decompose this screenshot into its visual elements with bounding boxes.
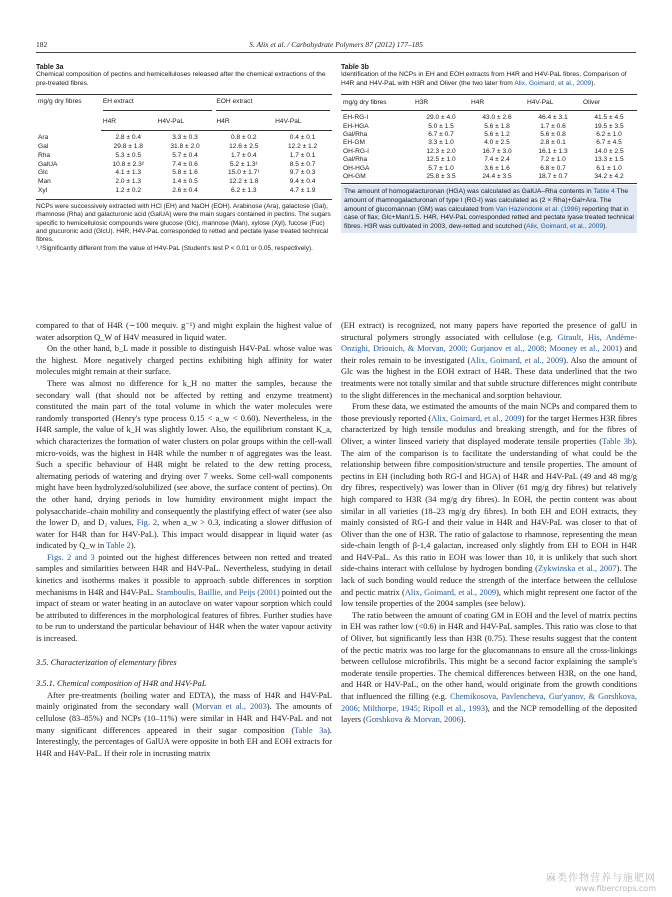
table-cell: 2.0 ± 1.3 [115, 178, 142, 186]
paragraph: The ratio between the amount of coating GM in EOH and the level of matrix pectins in EH was rather low (<0.6) in H4R and H4V-PaL samples. This ratio was close to that of Oliver, but significantly less than H3R (0.75). These results suggest that the content of the pectic matrix was too large for the glucomannans to ensure all the cross-linkings between cellulose microfibrils. This might be a second factor explaining the sample's moderate tensile properties. The chemical differences between H3R, on the one hand, and H4R or H4V-PaL, on the other hand, would originate from the growth conditions that influenced the filling (e.g. Chemikosova, Pavlencheva, Gur'yanov, & Gorshkova, 2006; Milthorpe, 1945; Ripoll et al., 1993), and the NCP remodelling of the deposited layers (Gorshkova & Morvan, 2006). [341, 610, 637, 725]
table-cell: 2.8 ± 0.1 [540, 139, 566, 147]
table-row [341, 156, 637, 164]
sugar-label: Ara [38, 133, 49, 141]
table-cell: 24.4 ± 3.5 [482, 173, 512, 181]
table-cell: 16.7 ± 3.0 [482, 147, 512, 155]
table-row [36, 161, 332, 170]
paragraph: There was almost no difference for k_H no matter the samples, because the secondary wall (that should not be affected by retting and enzyme treatment) constituted the main part of the total volume in which the water molecules were randomly transported (Henry's type process 0.15 < a_w < 0.60). Nevertheless, in the H4R sample, the value of k_H was slightly lower. Also, the equilibrium constant K_a, which characterizes the formation of water clusters on polar groups within the cell-wall micro-voids, was the highest in H4R while the number n of aggregates was the least. Such a specific behaviour of H4R might be related to the dew retting process, alternating periods of watering and drying over 7 weeks. Some cell-wall components might have been hydrolyzed/solubilized (see above, the surface content of pectins). On the other hand, drying periods in low humidity environment might impact the polysaccharide–chain mobility and consequently the plastifying effect of water (see also the lower D₁ and D₂ values, Fig. 2, when a_w > 0.3, indicating a slower diffusion of water for H4R than for H4V-PaL). This impact would disappear in liquid water (as indicated by Q_w in Table 2). [36, 378, 332, 551]
table-cell: 2.6 ± 0.4 [172, 186, 198, 194]
table-cell: 5.6 ± 1.2 [484, 131, 510, 138]
table-cell: 5.6 ± 0.8 [540, 131, 566, 138]
table-cell: 6.7 ± 4.5 [596, 139, 622, 147]
table-cell: 15.0 ± 1.7¹ [228, 169, 260, 177]
citation-link[interactable]: Alix, Goimard, et al., 2009 [514, 79, 592, 87]
watermark-title: 麻类作物营养与施肥网 [546, 873, 656, 884]
table-cell: 1.7 ± 0.4 [230, 151, 257, 159]
table-3a-caption: Chemical composition of pectins and hemicelluloses released after the chemical extractions of the pre-treated fibres. [36, 71, 326, 87]
column-header: H3R [413, 95, 469, 111]
table-cell: 1.2 ± 0.2 [115, 186, 142, 194]
citation-link[interactable]: Van Hazendonk et al. (1996) [495, 205, 581, 213]
table-3b-caption: Identification of the NCPs in EH and EOH extracts from H4R and H4V-PaL fibres. Comparison of H4R and H4V-PaL with H3R and Oliver (the two later from Alix, Goimard, et al., 2009). [341, 71, 627, 87]
citation-link[interactable]: Alix, Goimard, et al., 2009 [526, 222, 604, 230]
left-body-text [36, 320, 332, 759]
paragraph: On the other hand, b_L made it possible to distinguish H4V-PaL whose value was the highest. More negatively charged pectins exhibiting high affinity for water molecules might remain at their surface. [36, 344, 332, 377]
table-cell: 5.2 ± 1.3¹ [229, 160, 258, 168]
table-cell: 2.8 ± 0.4 [115, 134, 142, 142]
column-header: H4V-PaL [156, 111, 215, 131]
table-cell: 0.8 ± 0.2 [230, 134, 257, 142]
paragraph: Figs. 2 and 3 pointed out the highest differences between non retted and treated samples and similarities between H4R and H4V-PaL. Nevertheless, studying in detail kinetics and isotherms makes it possible to approach subtle differences in sorption mechanisms in H4R and H4V-PaL. Stamboulis, Baillie, and Peijs (2001) pointed out the impact of steam or water heating in an autoclave on water vapour sorption which could be attributed to differences in the morphological features of fibres. Further studies have to be run to understand the particular behaviour of H4R when the water vapour activity is increased. [36, 552, 333, 644]
table-cell: 5.7 ± 1.0 [428, 164, 454, 172]
column-header: Oliver [581, 95, 637, 111]
table-cell: 13.3 ± 1.5 [594, 156, 624, 164]
paragraph: From these data, we estimated the amounts of the main NCPs and compared them to those previously reported (Alix, Goimard, et al., 2009) for the target Hermes H3R fibres characterized by high tensile modulus and breaking strength, and for the fibres of Oliver, a winter linseed variety that displayed moderate tensile properties (Table 3b). The aim of the comparison is to facilitate the understanding of what could be the relationship between fibre composition/structure and tensile properties. The amount of pectins in EH (including both RG-I and HGA) of H4R and H4V-PaL (49 and 48 mg/g dry fibres, respectively) was lower than in Oliver (61 mg/g dry fibres) but relatively high compared to H3R (34 mg/g dry fibres). In EOH, the pectin content was about similar in all varieties (18–23 mg/g dry fibres). In both EH and EOH extracts, they mainly consisted of RG-I and their value in H4R and H4V-PaL was closer to that of Oliver than the one of H3R. The ratio of galactose to rhamnose, representing the mean side-chain length of β-1,4 galactan, increased only slightly from EH to EOH in H4R and H4V-PaL. As this ratio in EOH was lower than 10, it is unlikely that such short side-chains interact with cellulose by hydrogen bonding (Zykwinska et al., 2007). The lack of such bonding would reduce the strength of the interface between the cellulose and pectic matrix (Alix, Goimard, et al., 2009), which might represent one factor of the low tensile properties of the 2004 samples (see below). [341, 402, 638, 609]
table-cell: 12.5 ± 1.0 [426, 156, 456, 164]
ncp-label: Gal/Rha [343, 131, 368, 138]
table-cell: 46.4 ± 3.1 [538, 114, 568, 122]
subsection-heading: 3.5.1. Chemical composition of H4R and H4V-PaL [36, 679, 207, 689]
column-header: H4R [469, 95, 525, 111]
table-3b-title: Table 3b [341, 64, 369, 71]
ncp-label: OH-RG-I [343, 147, 370, 155]
citation-link[interactable]: Girault, His, Andème-Onzighi, Driouich, & Morvan, 2000; Gurjanov et al., 2008; Mooney et al., 2001 [341, 332, 637, 354]
table-cell: 4.0 ± 2.5 [484, 139, 510, 147]
table-cell: 4.7 ± 1.9 [289, 186, 316, 194]
ncp-label: EH-HGA [343, 122, 369, 130]
table-row [36, 187, 332, 199]
sugar-label: Xyl [38, 186, 48, 194]
section-heading: 3.5. Characterization of elementary fibres [36, 657, 177, 667]
figure-link[interactable]: Fig. 2 [136, 518, 158, 528]
table-cell: 25.8 ± 3.5 [426, 173, 456, 181]
sugar-label: Glc [38, 169, 48, 177]
table-cell: 1.4 ± 0.5 [172, 178, 198, 186]
table-row [341, 148, 637, 156]
table-link[interactable]: Table 4 [593, 188, 615, 196]
table-cell: 29.0 ± 4.0 [426, 114, 456, 122]
table-cell: 9.4 ± 0.4 [289, 178, 316, 186]
citation-link[interactable]: Chemikosova, Pavlencheva, Gur'yanov, & Gorshkova, 2006; Milthorpe, 1945; Ripoll et al., 1993 [341, 692, 637, 713]
table-cell: 4.1 ± 1.3 [115, 169, 142, 177]
table-link[interactable]: Table 2 [106, 541, 131, 551]
table-3a-block [36, 64, 332, 253]
unit-header: mg/g dry fibres [38, 98, 82, 106]
table-cell: 1.7 ± 0.6 [540, 122, 566, 130]
table-cell: 5.8 ± 1.6 [172, 169, 198, 177]
table-row [341, 131, 637, 139]
table-cell: 43.0 ± 2.6 [482, 114, 512, 122]
header-rule [36, 52, 636, 53]
group-header-eh: EH extract [101, 95, 215, 111]
table-cell: 34.2 ± 4.2 [594, 173, 624, 181]
paragraph: compared to that of H4R (∼100 mequiv. g⁻¹) and might explain the highest value of water adsorption Q_W of H4V measured in liquid water. [36, 321, 332, 342]
table-3b-body [341, 111, 637, 184]
table-cell: 18.7 ± 0.7 [538, 173, 568, 181]
column-header: H4V-PaL [273, 111, 332, 131]
table-cell: 7.4 ± 0.6 [172, 160, 198, 168]
table-row [341, 111, 637, 123]
table-row [341, 173, 637, 183]
table-row [36, 143, 332, 152]
ncp-label: OH-HGA [343, 164, 370, 172]
ncp-label: EH-RG-I [343, 114, 369, 122]
table-cell: 12.6 ± 2.5 [229, 142, 259, 150]
table-cell: 12.2 ± 1.2 [287, 142, 318, 150]
table-cell: 6.2 ± 1.0 [596, 131, 622, 138]
page-number: 182 [36, 40, 48, 49]
table-row [36, 169, 332, 178]
site-watermark [546, 869, 656, 893]
table-3a-title: Table 3a [36, 64, 64, 71]
group-header-eoh: EOH extract [214, 95, 332, 111]
table-cell: 6.2 ± 1.3 [230, 186, 257, 194]
table-cell: 5.0 ± 1.5 [428, 122, 454, 130]
table-cell: 3.6 ± 1.6 [484, 164, 510, 172]
sugar-label: Rha [38, 151, 51, 159]
table-cell: 3.3 ± 0.3 [172, 134, 198, 142]
table-cell: 7.4 ± 2.4 [484, 156, 510, 164]
journal-citation: S. Alix et al. / Carbohydrate Polymers 87 (2012) 177–185 [249, 40, 423, 49]
column-header: H4R [101, 111, 156, 131]
column-header: H4R [214, 111, 273, 131]
table-cell: 16.1 ± 1.3 [538, 147, 568, 155]
table-3a-body [36, 131, 332, 199]
citation-link[interactable]: Alix, Goimard, et al., 2009 [431, 413, 522, 423]
watermark-url: www.fibercrops.com [575, 884, 656, 893]
citation-link[interactable]: Morvan et al., 2003 [195, 702, 267, 712]
table-cell: 31.8 ± 2.0 [170, 142, 200, 150]
paragraph: (EH extract) is recognized, not many papers have reported the presence of galU in structural polymers strongly associated with cellulose (e.g. Girault, His, Andème-Onzighi, Driouich, & Morvan, 2000; Gurjanov et al., 2008; Mooney et al., 2001) and their roles remain to be investigated (Alix, Goimard, et al., 2009). Also the amount of Glc was the highest in the EOH extract of H4R. These data underlined that the two treatments were not totally similar and that subtle structure differences might contribute to the slight differences in the mechanical and sorption behaviour. [341, 321, 637, 400]
right-body-text [341, 320, 637, 726]
paragraph: After pre-treatments (boiling water and EDTA), the mass of H4R and H4V-PaL mainly originated from the secondary wall (Morvan et al., 2003). The amounts of cellulose (83–85%) and NCPs (10–11%) were similar in H4R and H4V-PaL and not many significant differences appeared in their sugar composition (Table 3a). Interestingly, the percentages of GalUA were opposite in both EH and EOH extracts for H4R and H4V-PaL. If their role in incrusting matrix [36, 690, 333, 758]
column-header: H4V-PaL [525, 95, 581, 111]
ncp-label: EH-GM [343, 139, 365, 147]
table-cell: 5.7 ± 0.4 [172, 151, 198, 159]
table-3a-significance-note: ¹,²Significantly different from the value of H4V-PaL (Student's test P < 0.01 or 0.05, respectively). [36, 244, 313, 252]
citation-link[interactable]: Gorshkova & Morvan, 2006 [365, 715, 461, 725]
citation-link[interactable]: Alix, Goimard, et al., 2009 [470, 355, 564, 365]
table-cell: 5.3 ± 0.5 [115, 151, 142, 159]
table-cell: 7.2 ± 1.0 [540, 156, 566, 164]
table-cell: 10.8 ± 2.3² [112, 160, 144, 168]
table-row [36, 178, 332, 187]
table-3a [36, 94, 332, 200]
sugar-label: Man [38, 178, 51, 186]
table-cell: 29.8 ± 1.8 [113, 142, 143, 150]
table-3b-header-row [341, 95, 637, 111]
table-cell: 6.8 ± 0.7 [540, 164, 566, 172]
table-row [36, 131, 332, 143]
ncp-label: Gal/Rha [343, 156, 368, 164]
table-cell: 41.5 ± 4.5 [594, 114, 624, 122]
table-row [341, 165, 637, 173]
sugar-label: GalUA [38, 160, 58, 168]
table-link[interactable]: Table 3b [602, 436, 633, 446]
table-row [36, 152, 332, 161]
ncp-label: OH-GM [343, 173, 366, 181]
table-cell: 6.1 ± 1.0 [596, 164, 622, 172]
table-cell: 0.4 ± 0.1 [289, 134, 316, 142]
citation-link[interactable]: Zykwinska et al., 2007 [537, 564, 617, 574]
table-cell: 1.7 ± 0.1 [289, 151, 316, 159]
table-3a-footnote: NCPs were successively extracted with HCl (EH) and NaOH (EOH). Arabinose (Ara), galactose (Gal), rhamnose (Rha) and galacturonic acid (GalUA) were the main sugars contained in pectins. The sugars specific to hemicellulosic compounds were glucose (Glc), mannose (Man), xylose (Xyl), fucose (Fuc) and glucuronic acid (GlcU). H4R, H4V-PaL corresponded to retted and pectate lyase treated technical fibres. [36, 202, 331, 244]
table-3b-block [341, 64, 637, 233]
citation-link[interactable]: Alix, Goimard, et al., 2009 [404, 587, 497, 597]
table-cell: 5.6 ± 1.8 [484, 122, 510, 130]
table-cell: 3.3 ± 1.0 [428, 139, 454, 147]
table-cell: 19.5 ± 3.5 [594, 122, 624, 130]
table-cell: 12.2 ± 1.8 [229, 178, 259, 186]
table-row [341, 139, 637, 147]
table-cell: 9.7 ± 0.3 [289, 169, 316, 177]
citation-link[interactable]: Stamboulis, Baillie, and Peijs (2001) [156, 587, 280, 597]
table-cell: 12.3 ± 2.0 [426, 147, 456, 155]
column-header: mg/g dry fibres [341, 95, 413, 111]
table-3b [341, 94, 637, 184]
table-cell: 8.5 ± 0.7 [289, 160, 316, 168]
table-cell: 14.0 ± 2.5 [594, 147, 624, 155]
table-link[interactable]: Table 3a [294, 725, 328, 735]
sugar-label: Gal [38, 142, 49, 150]
figure-link[interactable]: Figs. 2 and 3 [47, 552, 95, 562]
table-3b-footnote: The amount of homogalacturonan (HGA) was calculated as GalUA–Rha contents in Table 4 The amount of rhamnogalacturonan of type I (RG-I) was calculated as (2 × Rha)+Gal+Ara. The amount of glucomannan (GM) was calculated from Van Hazendonk et al. (1996) reporting that in case of flax, Glc+Man/1.5. H4R, H4V-PaL corresponded retted and pectate lyase treated technical fibres. H3R was cultivated in 2003, dew-retted and scutched (Alix, Goimard, et al., 2009). [341, 185, 637, 233]
table-row [341, 123, 637, 131]
table-cell: 6.7 ± 0.7 [428, 131, 454, 138]
